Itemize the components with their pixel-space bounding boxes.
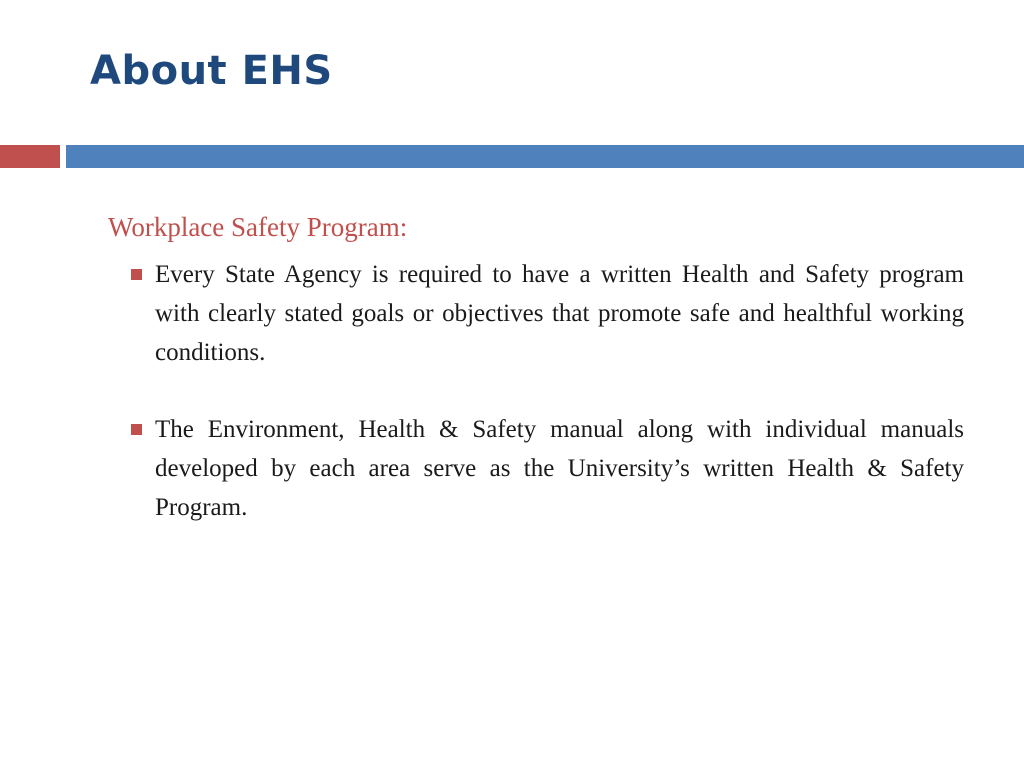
bullet-item [108, 255, 964, 372]
title-divider-blue [66, 145, 1024, 168]
square-bullet-icon [131, 269, 142, 280]
slide-content [108, 212, 964, 565]
square-bullet-icon [131, 424, 142, 435]
bullet-text: Every State Agency is required to have a written Health and Safety program with clearly stated goals or objectives that promote safe and healthful working conditions. [155, 261, 964, 366]
slide-title: About EHS [90, 48, 333, 94]
title-divider-red [0, 145, 60, 168]
bullet-text: The Environment, Health & Safety manual along with individual manuals developed by each area serve as the University’s written Health & Safety Program. [155, 416, 964, 521]
bullet-list [108, 255, 964, 527]
section-subheading: Workplace Safety Program: [108, 212, 408, 242]
bullet-item [108, 410, 964, 527]
